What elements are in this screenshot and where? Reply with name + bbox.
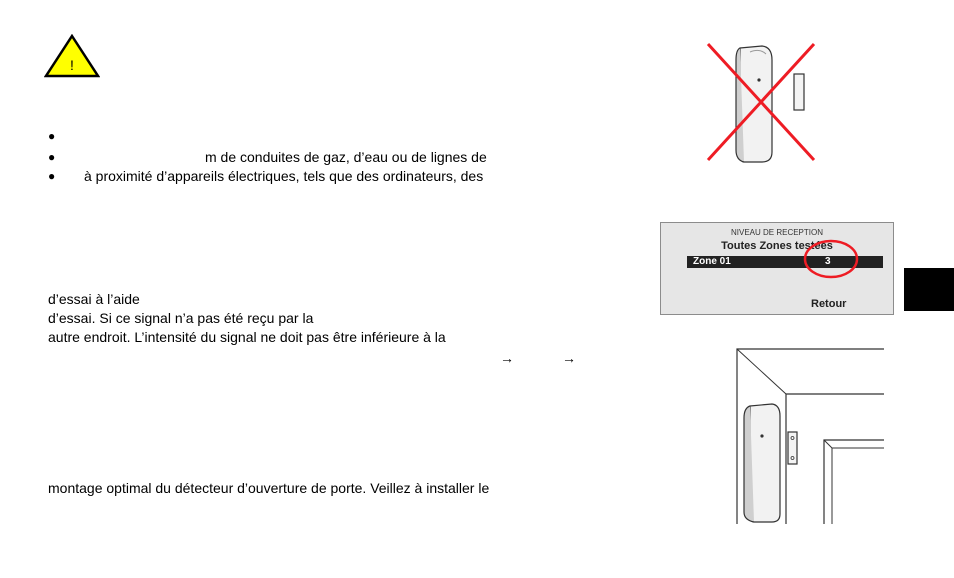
display-signal-value: 3 [825,256,831,267]
bullet-dot: ● [48,129,56,143]
crossed-out-detector-icon [700,38,824,166]
bullet-dot: ● [48,169,56,183]
reception-level-display [660,222,894,315]
arrow-2: → [562,350,576,366]
bullet-text-3: à proximité d’appareils électriques, tels que des ordinateurs, des [84,168,484,184]
arrow-1: → [500,350,514,366]
body-line-4: montage optimal du détecteur d’ouverture de porte. Veillez à installer le [48,480,490,496]
display-back-button: Retour [811,298,847,310]
body-line-1: d’essai à l’aide [48,291,140,307]
display-zone-label: Zone 01 [693,256,731,267]
bullet-dot: ● [48,150,56,164]
display-subtitle: Toutes Zones testées [721,240,833,252]
bullet-text-2: m de conduites de gaz, d’eau ou de lignes de [205,149,487,165]
body-line-3: autre endroit. L’intensité du signal ne doit pas être inférieure à la [48,329,446,345]
chapter-tab [904,268,954,311]
body-line-2: d’essai. Si ce signal n’a pas été reçu par la [48,310,314,326]
door-frame-detector-icon [736,348,884,524]
display-title: NIVEAU DE RECEPTION [730,228,823,237]
warning-triangle-icon [44,34,100,78]
warning-glyph: ! [70,57,74,73]
highlight-circle-icon [801,238,861,280]
